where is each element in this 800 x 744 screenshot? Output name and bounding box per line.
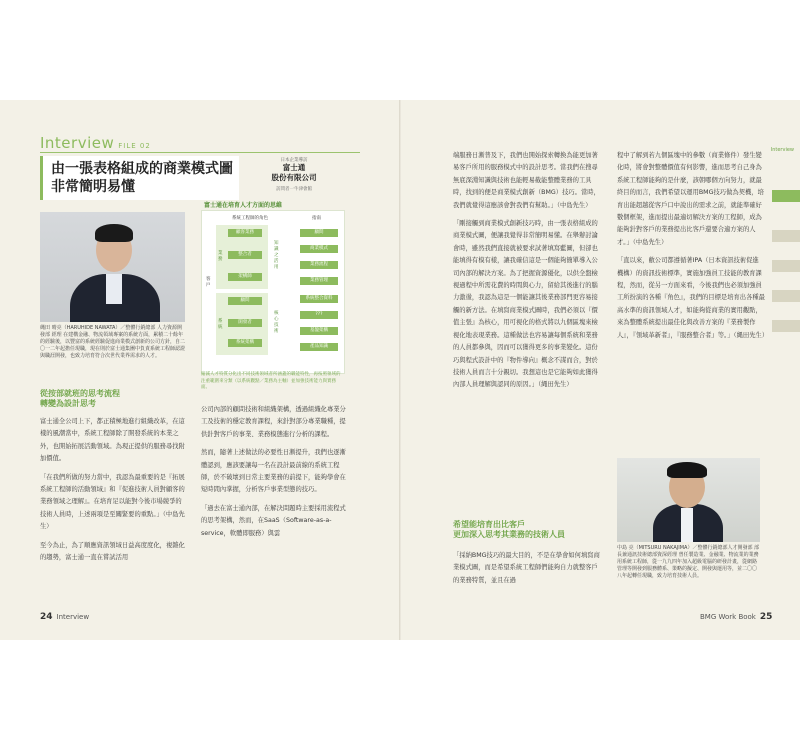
caption-nakajima: 中島 亮（MITSURU NAKAJIMA）／整體行銷總部人才開發部 部長兼通訊技術總部資深經理 曾任製造業、金融業、物流業的業務用系統工程師，從一九九四年加入超級電腦的研發計畫，從網路管理等開發到服務體系、策略的擬定、開發與運用等，並二〇〇八年起轉任現職，致力培育技術人員。 — [617, 545, 760, 579]
photo-nawata — [40, 212, 185, 322]
diagram-right-1: 顧問 — [300, 229, 338, 237]
diagram-right-5: 系統整合資料 — [300, 295, 338, 303]
diagram-right-4: 業務管理 — [300, 277, 338, 285]
diagram-group-1: 業務 — [218, 251, 223, 262]
col1-para-2: 「在我們所做的努力當中，我認為最重要的是『拓展系統工程師的活動領域』和『促進技術人員對顧客的業務領域之理解』。在培育足以能對今後市場競爭的技術人員時，上述兩項是至關緊要的重點。」（中島先生） — [40, 473, 185, 531]
person2-hair — [667, 462, 707, 478]
col3b-para-1: 「採納BMG技巧的最大目的，不是在學會如何填寫商業模式圖，而是希望系統工程師們能夠自力就整客戶的業務特質，並且在過 — [453, 552, 600, 584]
title-line-2: 非常簡明易懂 — [51, 179, 135, 195]
diagram-right-8: 產品知識 — [300, 343, 338, 351]
company-box — [246, 157, 342, 199]
company-name-1: 富士通 — [282, 163, 306, 172]
diagram-right-3: 業務流程 — [300, 261, 338, 269]
folio-label-right: BMG Work Book — [700, 613, 756, 621]
page-number-right: 25 — [759, 612, 773, 622]
diagram-right-7: 基盤架構 — [300, 327, 338, 335]
diagram-box-1: 顧客業務 — [228, 229, 262, 237]
diagram-group-2: 系統 — [218, 319, 223, 330]
col3-para-2: 「剛接觸到商業模式創新技巧時，由一張表格組成的商業模式圖，便讓我覺得非常簡明易懂。在舉辦討論會時，雖然我們直接就被要求試著填寫藍圖，但卻也能填得有模有樣，讓我確信這是一個能夠簡單導入公司內部的解決方案。為了把握資源優化，以供全盤檢視過程中所需花費的時間與心力，留給其後進行的腦力激盪，我認為這是一個能讓其後業務部門更容易接觸的新方法。在填寫商業模式圖時，我們必須以『價值主張』為核心，用可視化的格式將以九個區塊來檢視化地表現業務。這種做法也容易讓每個系統和業務的人員都參與，因而可以獲得更多的事業變化。這份巧與程式設計中的『物件導向』概念不謀而合，對於技術人員而言十分親切。我想這也是它能夠如此獲得內部人員理解與認同的原因。」（縄田先生） — [453, 220, 598, 389]
interview-label-text: Interview — [40, 134, 115, 152]
diagram-col-a: 系統工程師的角色 — [232, 216, 268, 221]
side-tab-4 — [772, 290, 800, 302]
col2-para-1: 公司內部的顧問技術和組織架構，透過組織化專業分工及技術的穩定教育課程，來針對部分專業職種，提供針對客戶的事業、業務模態進行分析的課程。 — [201, 406, 346, 438]
diagram-mid-top: 知識之活用 — [274, 241, 279, 270]
person-hands — [64, 290, 164, 304]
col1-para-1: 富士通全公司上下，都正積極地進行組織改革，在這樣的風潮當中，系統工程師除了開發系統的本業之外，也開始拓展活動領域。為現正提供的服務尋找附加價值。 — [40, 418, 185, 463]
title-rule — [40, 152, 360, 153]
file-number: FILE 02 — [118, 142, 151, 150]
diagram-caption: 縮減人才特質分化出不同技術領域者所涵蓋的職能特性，再按照領域的注重範圍來分類（以系統觀點／業務為主軸）並加強技術能力與實務面。 — [201, 372, 341, 390]
col4-para-2: 「直以來，敝公司都遵循著IPA（日本資訊技術促進機構）的資訊技術標準，實施加強員工技能的教育課程，然而，從另一方面來看，今後我們也必須加強員工所扮演的各種『角色』，我們的目標是培育出各種最高水準的資訊領域人才，如能夠從商業的實用觀點，來為整體系統提出最佳化與改善方案的『業務製作人』，『領域革新者』，『服務整合者』等。」（縄田先生） — [617, 257, 769, 339]
col1-para-3: 至今為止，為了順應資訊領域日益高度度化，複雜化的趨勢，富士通一直在嘗試活用 — [40, 541, 185, 562]
diagram-box-3: 架構師 — [228, 273, 262, 281]
diagram-box-2: 整合者 — [228, 251, 262, 259]
column-3 — [453, 150, 601, 398]
column-3b — [453, 550, 601, 593]
photo-nakajima — [617, 458, 760, 542]
column-2 — [201, 404, 347, 546]
folio-label-left: Interview — [56, 613, 90, 621]
company-sub: 訪問者一牛津會館 — [276, 187, 312, 192]
col3-para-1: 端服務日漸普及下，我們也開始探索轉換為能更加著易客戶所用的服務模式中的設計思考。當我們在搜尋無底深淵知識與技術也能輕易截能整體業務的工具時，找到的便是商業模式創新（BMG）技巧。當時，我們就覺得這應該會對我們有幫助。」（中島先生） — [453, 152, 600, 209]
folio-left — [40, 612, 89, 622]
interview-label — [40, 134, 151, 152]
page-spine — [399, 100, 401, 640]
title-line-1: 由一張表格組成的商業模式圖 — [51, 161, 233, 177]
company-small-label: 日本企業導訪 — [280, 158, 308, 163]
diagram-mid-bottom: 核心技術 — [274, 311, 279, 334]
col2-para-3: 「過去在富士通內部，在解決問題時主要採用流程式的思考架構，然而，在SaaS（Software-as-a-service，軟體即服務）與雲 — [201, 504, 346, 537]
section-heading-1: 從按部就班的思考流程 轉變為設計思考 — [40, 389, 120, 408]
column-1 — [40, 416, 186, 570]
diagram-col-b: 指南 — [312, 216, 321, 221]
side-tab-label: Interview — [770, 147, 794, 153]
side-tab-5 — [772, 320, 800, 332]
diagram-box-6: 系統架構 — [228, 339, 262, 347]
caption-nawata: 縄田 晴亮（HARUHIDE NAWATA）／整體行銷總部 人力資源開發部 經理 在建構金融、物流領域專案的系統方面，累積二十餘年的經驗後，以豐富的系統經驗促進商業模式創新的公司方針，自二〇一二年起擔任現職，現在則於富士通集團中負責系統工程師認證與職涯開發，也致力培育符合次世代業界需求的人才。 — [40, 325, 186, 359]
side-tab-active — [772, 190, 800, 202]
diagram-right-6: ??? — [300, 311, 338, 319]
diagram-box-5: 開發者 — [228, 319, 262, 327]
folio-right — [700, 612, 776, 622]
page-number-left: 24 — [40, 612, 53, 622]
section-heading-2: 希望能培育出比客戶 更加深入思考其業務的技術人員 — [453, 520, 565, 539]
company-name-2: 股份有限公司 — [271, 173, 317, 182]
person2-shirt — [681, 508, 693, 542]
diagram-title: 富士通在培育人才方面的思維 — [204, 202, 283, 209]
col2-para-2: 然而，隨著上述做法的必要性日漸提升，我們也逐漸體認到，應該要讓每一名在設計最前線的系統工程師，於不破壞到日常主要業務的前提下，能夠學會在短時間內掌握，分析客戶事業型態的技巧。 — [201, 449, 346, 494]
talent-diagram — [201, 202, 345, 374]
person-hair — [95, 224, 133, 242]
diagram-box-4: 顧問 — [228, 297, 262, 305]
column-4 — [617, 150, 769, 348]
article-title — [40, 156, 239, 200]
side-tab-2 — [772, 230, 800, 242]
col4-para-1: 程中了解到若九個區塊中的參數（商業條件）發生變化時，將會對整體價值有何影響，進而思考自己身為系統工程師能夠的是什麼，該朝哪個方向努力，就最終目的而言，我們希望以運用BMG技巧做為契機，培育出能超越從客戶口中說出的需求之前，就能準確好數個框架，進而提出最適切解決方案的工程師，成為能夠針對客戶的業務提出比客戶還要合適方案的人才。」（中島先生） — [617, 152, 764, 246]
diagram-left-label: 客戶 — [206, 277, 211, 288]
side-tab-3 — [772, 260, 800, 272]
diagram-right-2: 商業模式 — [300, 245, 338, 253]
